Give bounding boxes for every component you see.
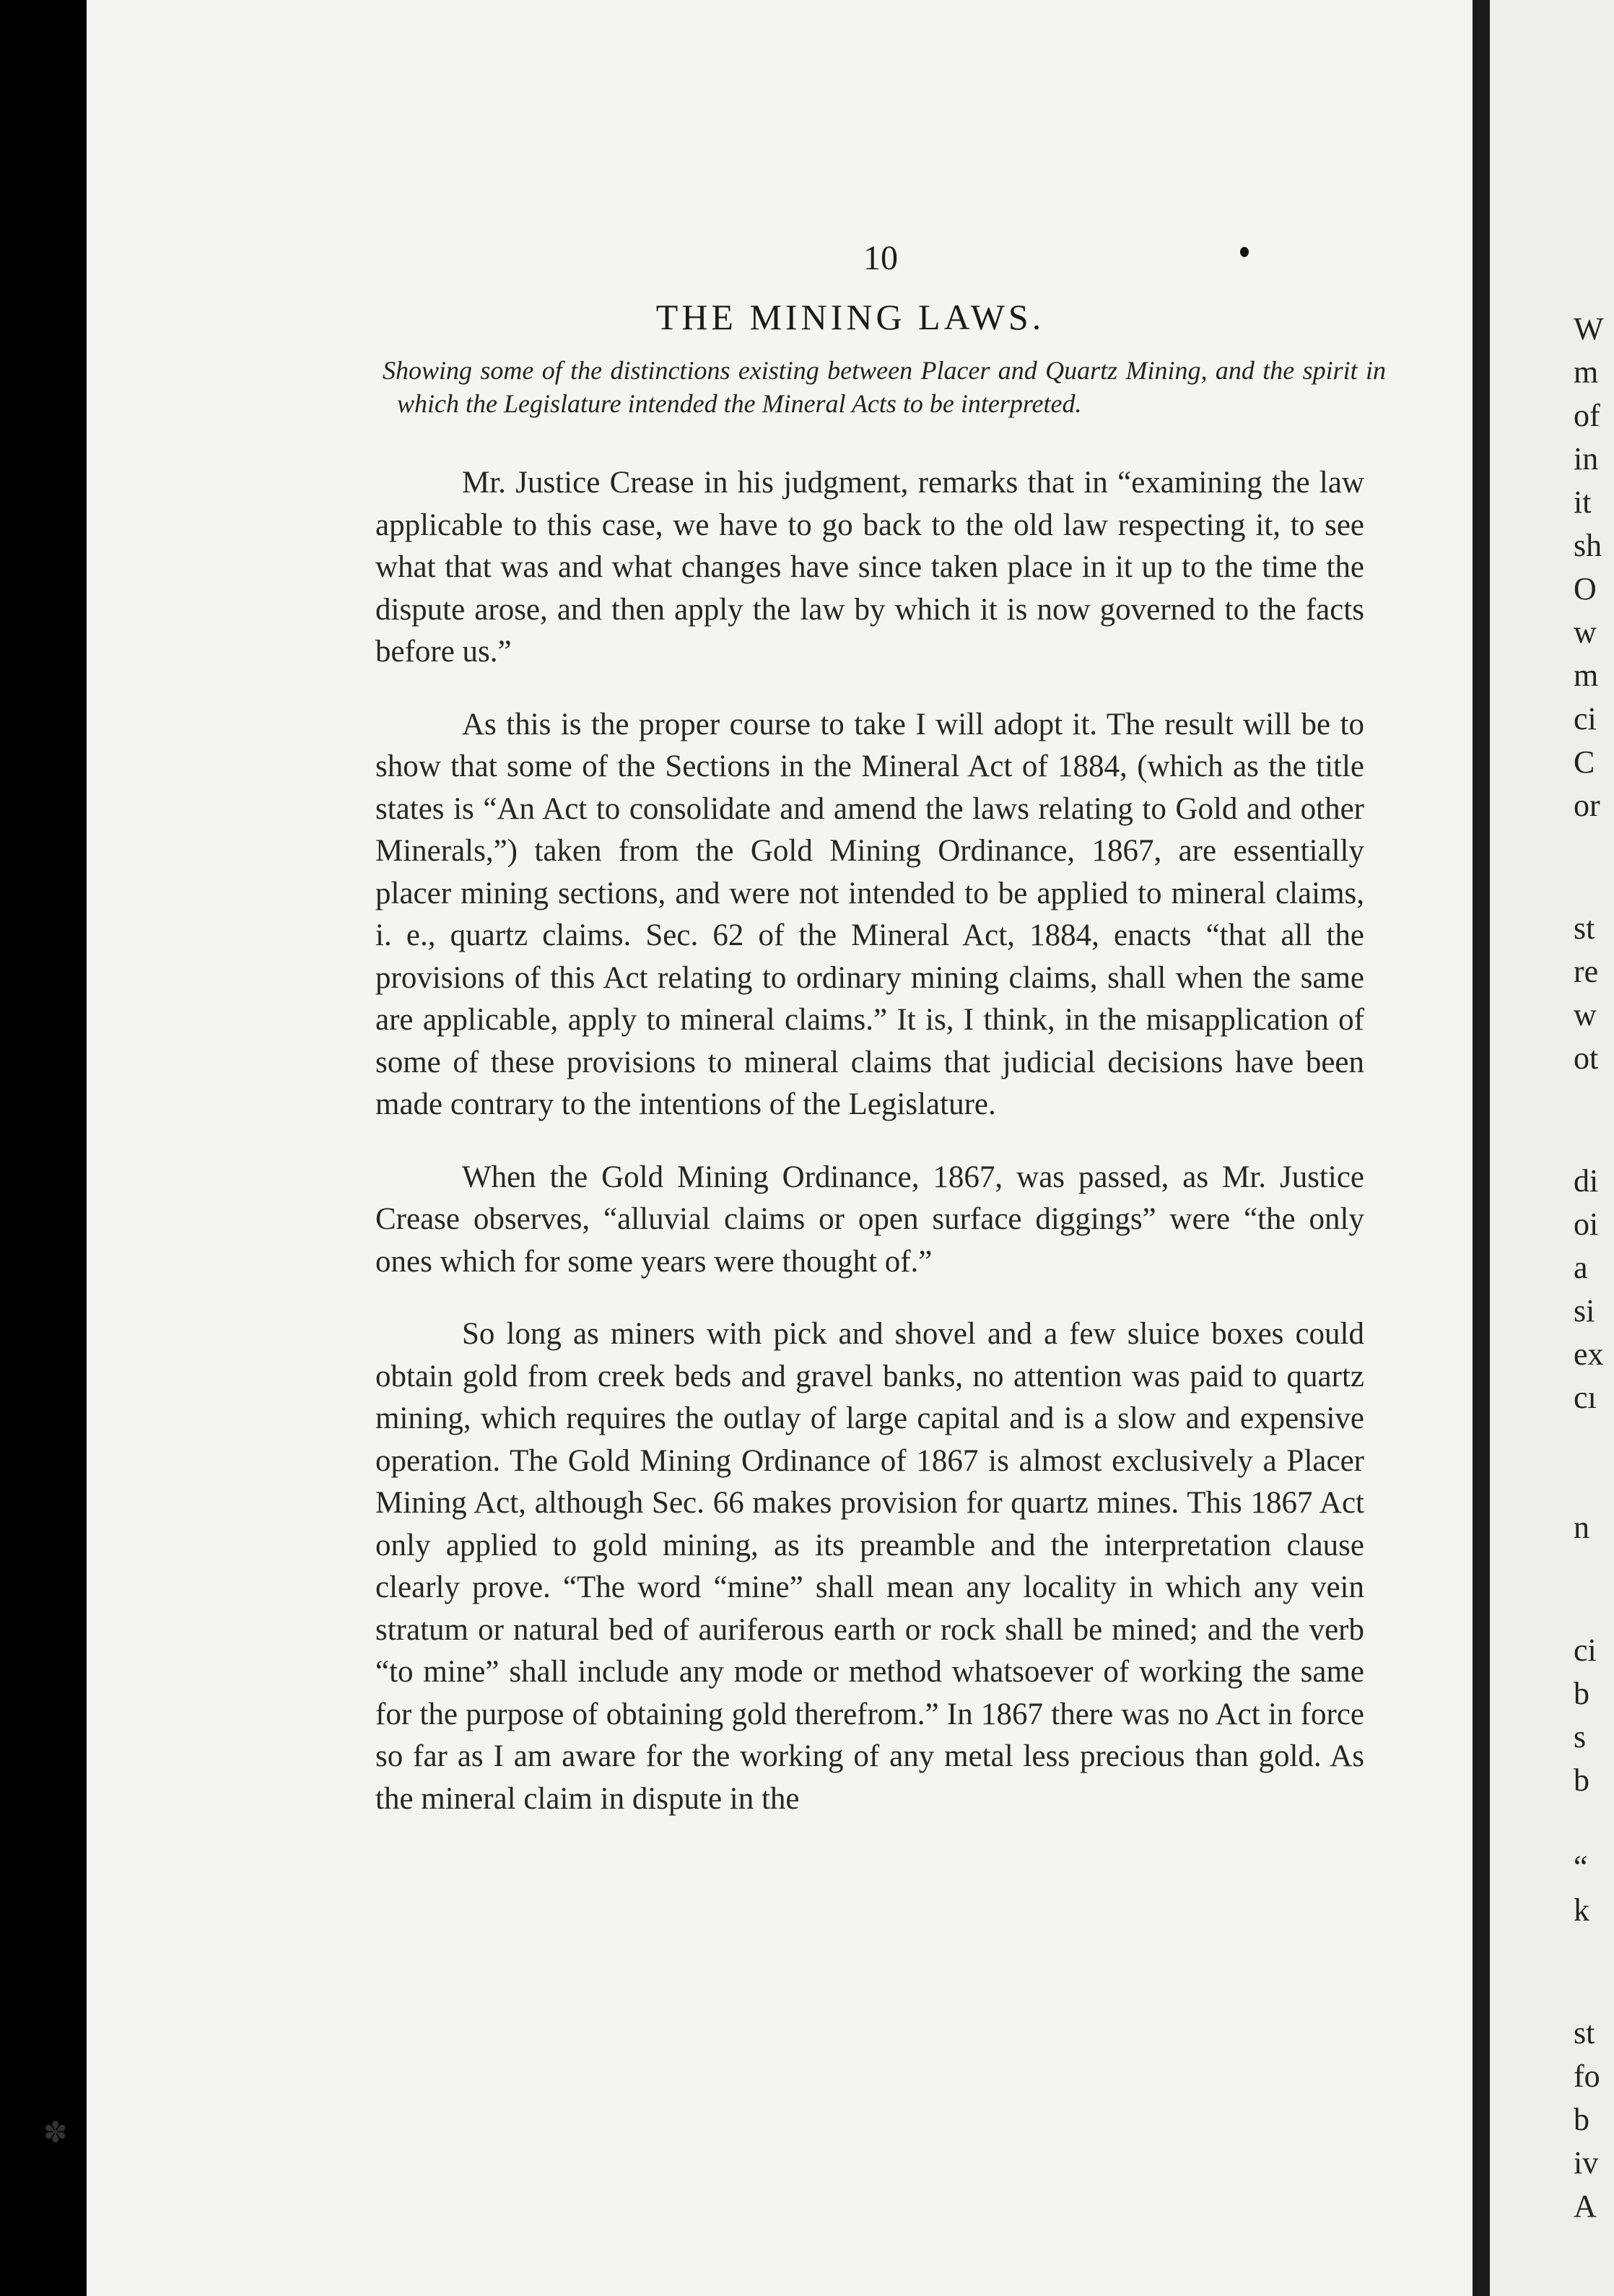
facing-page-fragment: si (1574, 1293, 1595, 1329)
facing-page-fragment: oi (1574, 1206, 1599, 1242)
ink-dot (1240, 247, 1249, 257)
facing-page-fragment: st (1574, 910, 1595, 946)
facing-page-fragment: a (1574, 1250, 1588, 1285)
paragraph-3: When the Gold Mining Ordinance, 1867, was passed, as Mr. Justice Crease observes, “alluvial claims or open surface diggings” were “the only ones which for some years were thought of.” (375, 1160, 1364, 1279)
facing-page-fragment: m (1574, 355, 1599, 390)
facing-page-fragment: iv (1574, 2145, 1599, 2180)
facing-page-fragment: ci (1574, 701, 1597, 736)
facing-page-fragment: W (1574, 311, 1604, 347)
facing-page-fragment: b (1574, 2102, 1589, 2137)
facing-page-fragment: m (1574, 658, 1599, 693)
facing-page-fragment: fo (1574, 2058, 1600, 2094)
facing-page-fragment: ci (1574, 1632, 1597, 1668)
facing-page-fragment: sh (1574, 528, 1602, 563)
facing-page-fragment: w (1574, 614, 1597, 650)
facing-page-fragment: ot (1574, 1040, 1599, 1076)
facing-page-fragment: s (1574, 1719, 1587, 1754)
facing-page-fragment: O (1574, 571, 1597, 606)
paragraph-4: So long as miners with pick and shovel and a few sluice boxes could obtain gold from creek beds and gravel banks, no attention was paid to quartz mining, which requires the outlay of large capital and is a slow and expensive operation. The Gold Mining Ordinance of 1867 is almost exclusively a Placer Mining Act, although Sec. 66 makes provision for quartz mines. This 1867 Act only applied to gold mining, as its preamble and the interpretation clause clearly prove. “The word “mine” shall mean any locality in which any vein stratum or natural bed of auriferous earth or rock shall be mined; and the verb “to mine” shall include any mode or method whatsoever of working the same for the purpose of obtaining gold therefrom.” In 1867 there was no Act in force so far as I am aware for the working of any metal less precious than gold. As the mineral claim in dispute in the (375, 1317, 1364, 1816)
facing-page-fragment: ex (1574, 1336, 1604, 1372)
facing-page-fragment: cı (1574, 1380, 1597, 1415)
facing-page-fragment: C (1574, 744, 1595, 780)
page-subtitle: Showing some of the distinctions existing between Placer and Quartz Mining, and the spirit in which the Legislature intended the Mineral Acts to be interpreted. (383, 356, 1386, 418)
page-gutter (1473, 0, 1490, 2296)
facing-page-fragment: A (1574, 2188, 1597, 2224)
facing-page-fragment: it (1574, 484, 1592, 520)
facing-page-fragment: di (1574, 1163, 1599, 1199)
page-number: 10 (863, 239, 898, 277)
paragraph-2: As this is the proper course to take I will adopt it. The result will be to show that some of the Sections in the Mineral Act of 1884, (which as the title states is “An Act to consolidate and amend the laws relating to Gold and other Minerals,”) taken from the Gold Mining Ordinance, 1867, are essentially placer mining sections, and were not intended to be applied to mineral claims, i. e., quartz claims. Sec. 62 of the Mineral Act, 1884, enacts “that all the provisions of this Act relating to ordinary mining claims, shall when the same are applicable, apply to mineral claims.” It is, I think, in the misapplication of some of these provisions to mineral claims that judicial decisions have been made contrary to the intentions of the Legislature. (375, 707, 1364, 1121)
page-corner-mark: ✽ (43, 2116, 68, 2149)
facing-page-fragment: in (1574, 441, 1599, 477)
facing-page-fragment: or (1574, 788, 1600, 823)
facing-page-fragment: st (1574, 2015, 1595, 2051)
facing-page-fragment: k (1574, 1892, 1589, 1928)
facing-page-fragment: b (1574, 1762, 1589, 1798)
facing-page-fragment: w (1574, 997, 1597, 1032)
facing-page-fragment: n (1574, 1510, 1589, 1545)
paragraph-1: Mr. Justice Crease in his judgment, remarks that in “examining the law applicable to this case, we have to go back to the old law respecting it, to see what that was and what changes have since taken place in it up to the time the dispute arose, and then apply the law by which it is now governed to the facts before us.” (375, 466, 1364, 669)
facing-page-fragment: of (1574, 398, 1600, 433)
facing-page-fragment: “ (1574, 1849, 1588, 1884)
facing-page-fragment: re (1574, 954, 1599, 989)
facing-page-fragment: b (1574, 1676, 1589, 1711)
page-title: THE MINING LAWS. (655, 297, 1045, 337)
body-text (375, 462, 1364, 1851)
